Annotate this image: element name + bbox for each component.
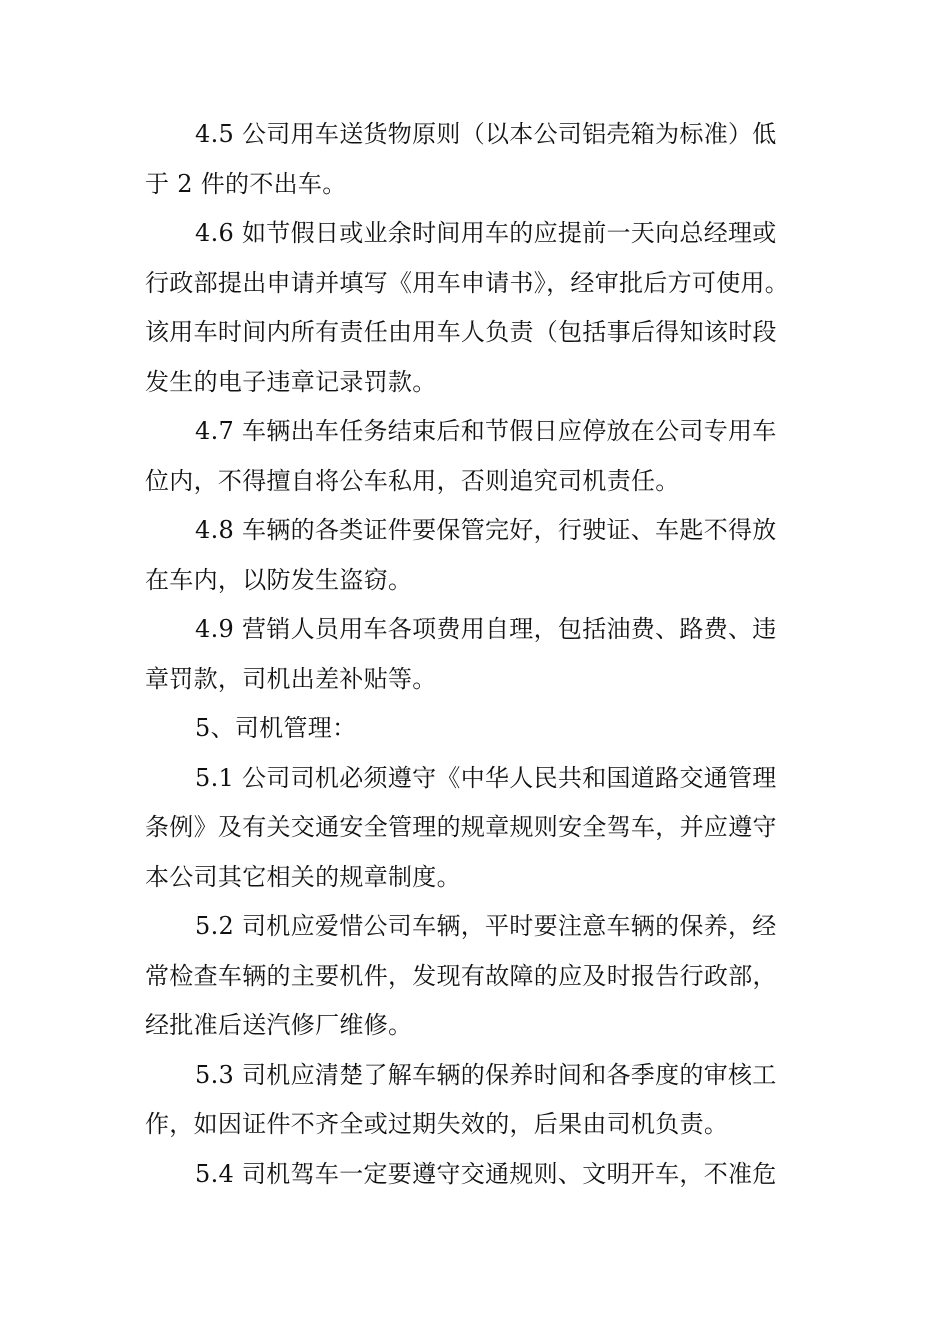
text-line: 5.1 公司司机必须遵守《中华人民共和国道路交通管理: [195, 763, 777, 792]
text-line: 4.8 车辆的各类证件要保管完好，行驶证、车匙不得放: [195, 516, 777, 544]
text-line: 本公司其它相关的规章制度。: [145, 862, 461, 891]
text-line: 5.2 司机应爱惜公司车辆，平时要注意车辆的保养，经: [195, 912, 777, 940]
text-line: 位内，不得擅自将公车私用，否则追究司机责任。: [145, 466, 680, 495]
text-line: 4.9 营销人员用车各项费用自理，包括油费、路费、违: [195, 615, 777, 643]
text-line: 4.6 如节假日或业余时间用车的应提前一天向总经理或: [195, 219, 777, 247]
section-heading: 5、司机管理：: [195, 714, 357, 742]
document-page: [145, 110, 810, 1199]
text-line: 常检查车辆的主要机件，发现有故障的应及时报告行政部，: [145, 961, 777, 990]
text-line: 章罚款，司机出差补贴等。: [145, 664, 437, 693]
text-line: 5.3 司机应清楚了解车辆的保养时间和各季度的审核工: [195, 1060, 777, 1089]
text-line: 该用车时间内所有责任由用车人负责（包括事后得知该时段: [145, 318, 777, 346]
text-line: 条例》及有关交通安全管理的规章规则安全驾车，并应遵守: [145, 813, 777, 841]
text-line: 发生的电子违章记录罚款。: [145, 367, 437, 396]
text-line: 4.5 公司用车送货物原则（以本公司铝壳箱为标准）低: [195, 120, 777, 148]
text-line: 作，如因证件不齐全或过期失效的，后果由司机负责。: [145, 1110, 729, 1138]
text-line: 在车内，以防发生盗窃。: [145, 565, 413, 594]
text-line: 5.4 司机驾车一定要遵守交通规则、文明开车，不准危: [195, 1159, 777, 1188]
text-line: 于 2 件的不出车。: [145, 169, 347, 198]
text-line: 4.7 车辆出车任务结束后和节假日应停放在公司专用车: [195, 417, 777, 445]
text-line: 行政部提出申请并填写《用车申请书》，经审批后方可使用。: [145, 268, 790, 297]
text-line: 经批准后送汽修厂维修。: [145, 1011, 413, 1039]
